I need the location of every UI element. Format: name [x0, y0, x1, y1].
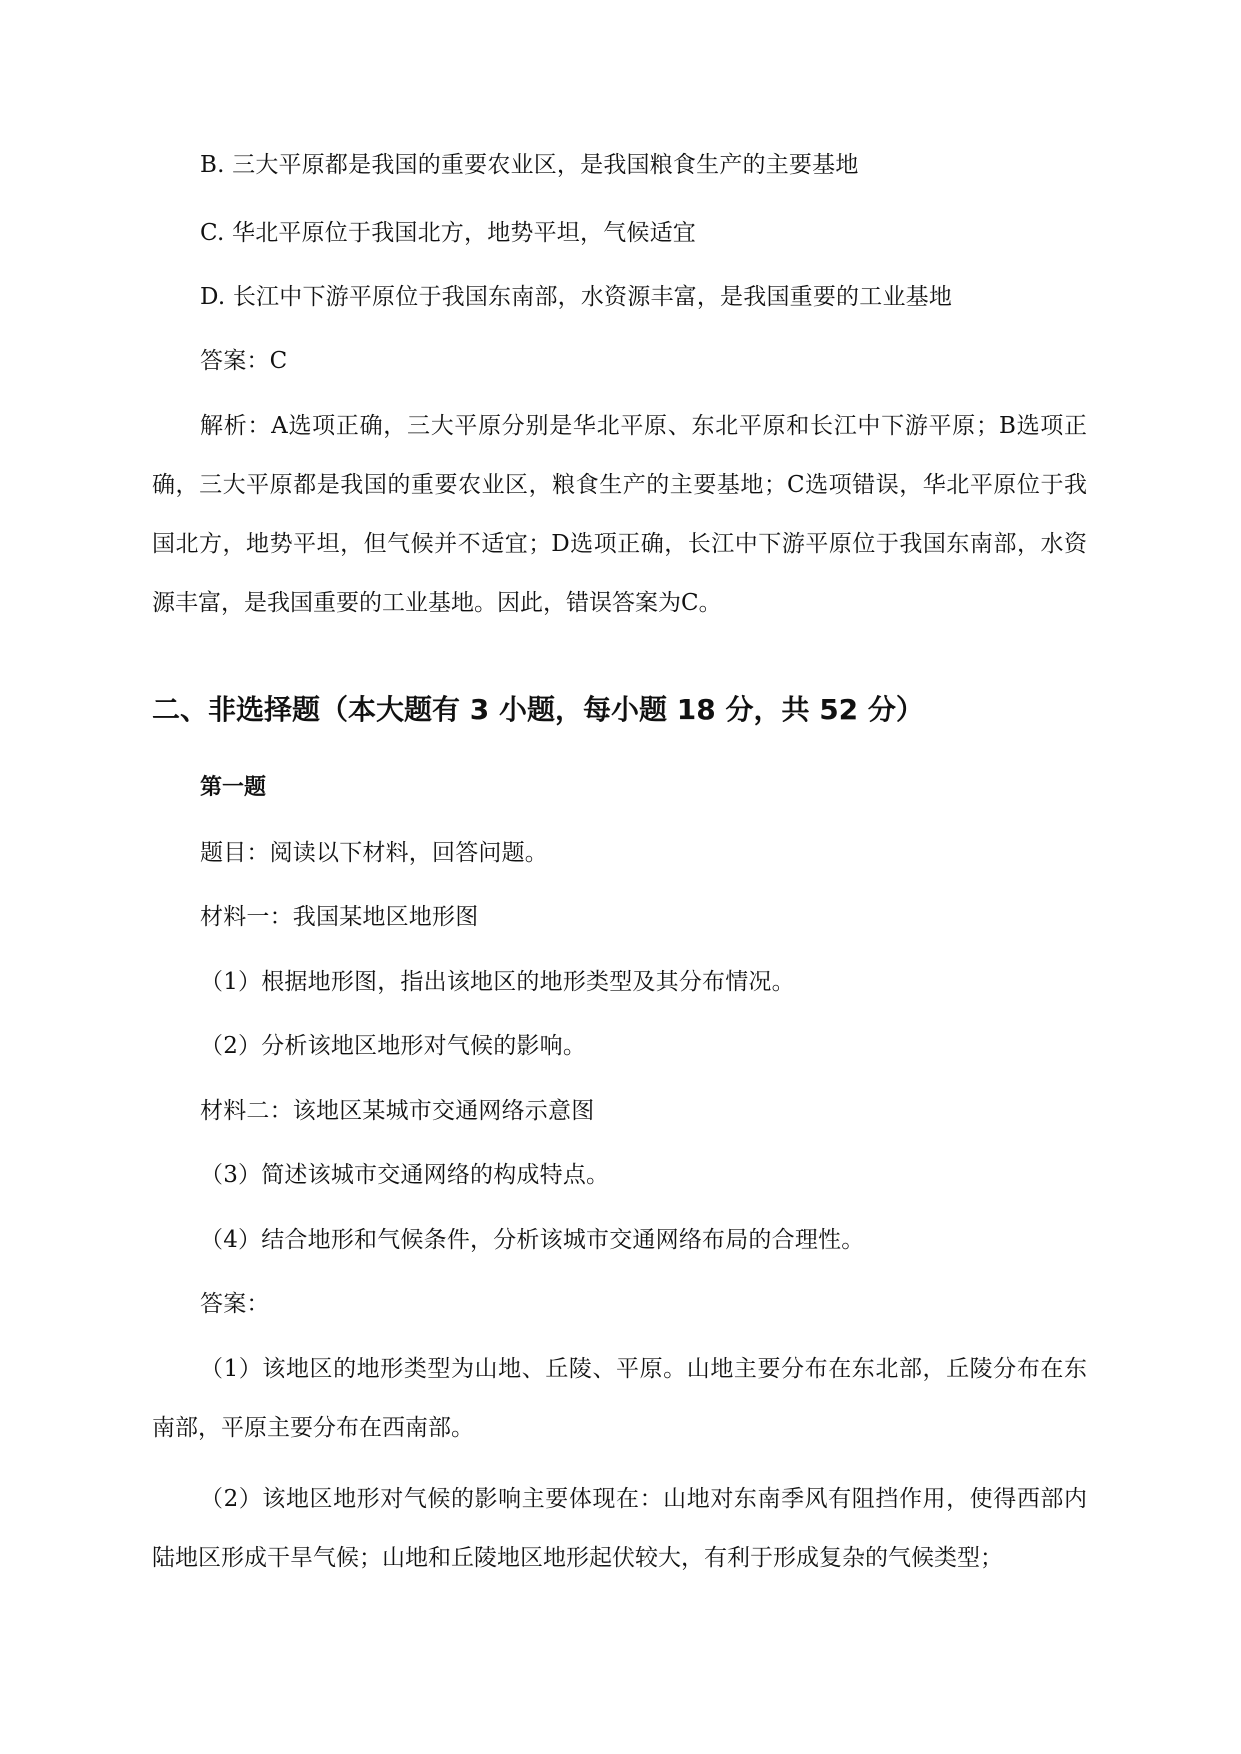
- option-b: B. 三大平原都是我国的重要农业区，是我国粮食生产的主要基地: [200, 152, 859, 178]
- sub-question-4: （4）结合地形和气候条件，分析该城市交通网络布局的合理性。: [200, 1227, 865, 1253]
- option-c: C. 华北平原位于我国北方，地势平坦，气候适宜: [200, 220, 697, 246]
- sub-question-1: （1）根据地形图，指出该地区的地形类型及其分布情况。: [200, 969, 795, 995]
- answer-1-paragraph: （1）该地区的地形类型为山地、丘陵、平原。山地主要分布在东北部，丘陵分布在东南部，平原主要分布在西南部。: [152, 1356, 1087, 1441]
- answer-label: 答案：: [200, 1291, 270, 1317]
- option-d: D. 长江中下游平原位于我国东南部，水资源丰富，是我国重要的工业基地: [200, 284, 953, 310]
- answer-line: 答案：C: [200, 348, 288, 374]
- sub-question-3: （3）简述该城市交通网络的构成特点。: [200, 1162, 610, 1188]
- answer-2-paragraph: （2）该地区地形对气候的影响主要体现在：山地对东南季风有阻挡作用，使得西部内陆地区形成干旱气候；山地和丘陵地区地形起伏较大，有利于形成复杂的气候类型；: [152, 1486, 1087, 1571]
- question-heading: 第一题: [200, 775, 267, 800]
- material-one: 材料一：我国某地区地形图: [200, 904, 479, 930]
- question-prompt: 题目：阅读以下材料，回答问题。: [200, 840, 548, 866]
- sub-question-2: （2）分析该地区地形对气候的影响。: [200, 1033, 587, 1059]
- section-heading: 二、非选择题（本大题有 3 小题，每小题 18 分，共 52 分）: [152, 693, 924, 726]
- analysis-paragraph: 解析：A选项正确，三大平原分别是华北平原、东北平原和长江中下游平原；B选项正确，三大平原都是我国的重要农业区，粮食生产的主要基地；C选项错误，华北平原位于我国北方，地势平坦，但气候并不适宜；D选项正确，长江中下游平原位于我国东南部，水资源丰富，是我国重要的工业基地。因此，错误答案为C。: [152, 413, 1087, 616]
- material-two: 材料二：该地区某城市交通网络示意图: [200, 1098, 595, 1124]
